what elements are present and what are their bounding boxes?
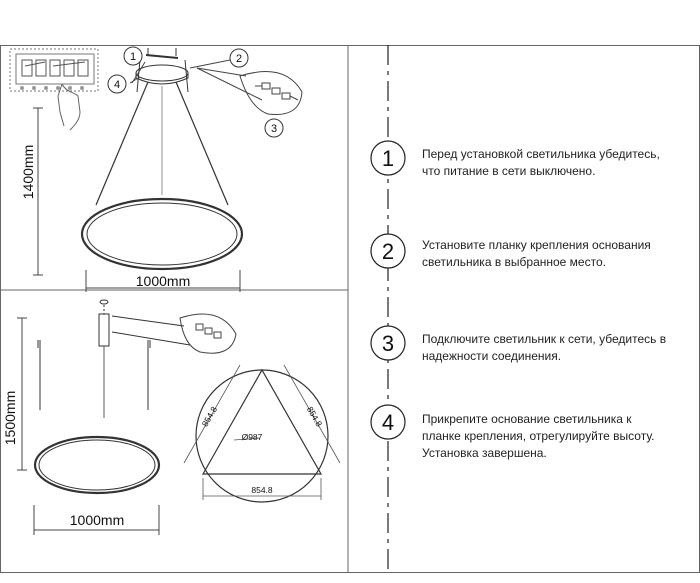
switch-panel-icon	[10, 49, 98, 91]
side-left-label: 854.8	[199, 404, 220, 429]
step-2-text: Установите планку крепления основания светильника в выбранное место.	[422, 238, 651, 269]
wire	[96, 82, 148, 205]
ring-luminaire-bottom	[35, 437, 159, 493]
canopy-body	[99, 314, 109, 346]
top-height-label: 1400mm	[20, 144, 36, 200]
inscribed-triangle	[203, 370, 321, 474]
step-2-number: 2	[381, 239, 395, 264]
side-bottom-label: 854.8	[251, 485, 273, 495]
callout-1-label: 1	[129, 51, 137, 63]
bottom-height-label: 1500mm	[2, 390, 18, 446]
callout-3-label: 3	[270, 123, 278, 135]
step-4-text: Прикрепите основание светильника к планке крепления, отрегулируйте высоту. Установка завершена.	[422, 412, 655, 460]
diameter-label: Ø987	[241, 432, 263, 442]
bottom-width-label: 1000mm	[69, 512, 125, 528]
callout-4-label: 4	[113, 79, 121, 91]
callout-2-label: 2	[235, 53, 243, 65]
ring-luminaire	[82, 199, 242, 269]
wire	[176, 82, 228, 205]
mounting-bar	[146, 55, 178, 58]
step-3-text: Подключите светильник к сети, убедитесь в надежности соединения.	[422, 332, 667, 363]
side-right-label: 854.8	[304, 404, 325, 429]
step-1-number: 1	[381, 146, 395, 171]
step-3-number: 3	[381, 331, 395, 356]
connector-magnifier	[240, 72, 302, 115]
step-1-text: Перед установкой светильника убедитесь, что питание в сети выключено.	[422, 147, 660, 178]
ceiling-mount	[136, 65, 188, 81]
top-diagram	[10, 47, 302, 292]
hand-icon	[58, 84, 80, 130]
step-4-number: 4	[381, 410, 395, 435]
top-width-label: 1000mm	[135, 273, 191, 289]
